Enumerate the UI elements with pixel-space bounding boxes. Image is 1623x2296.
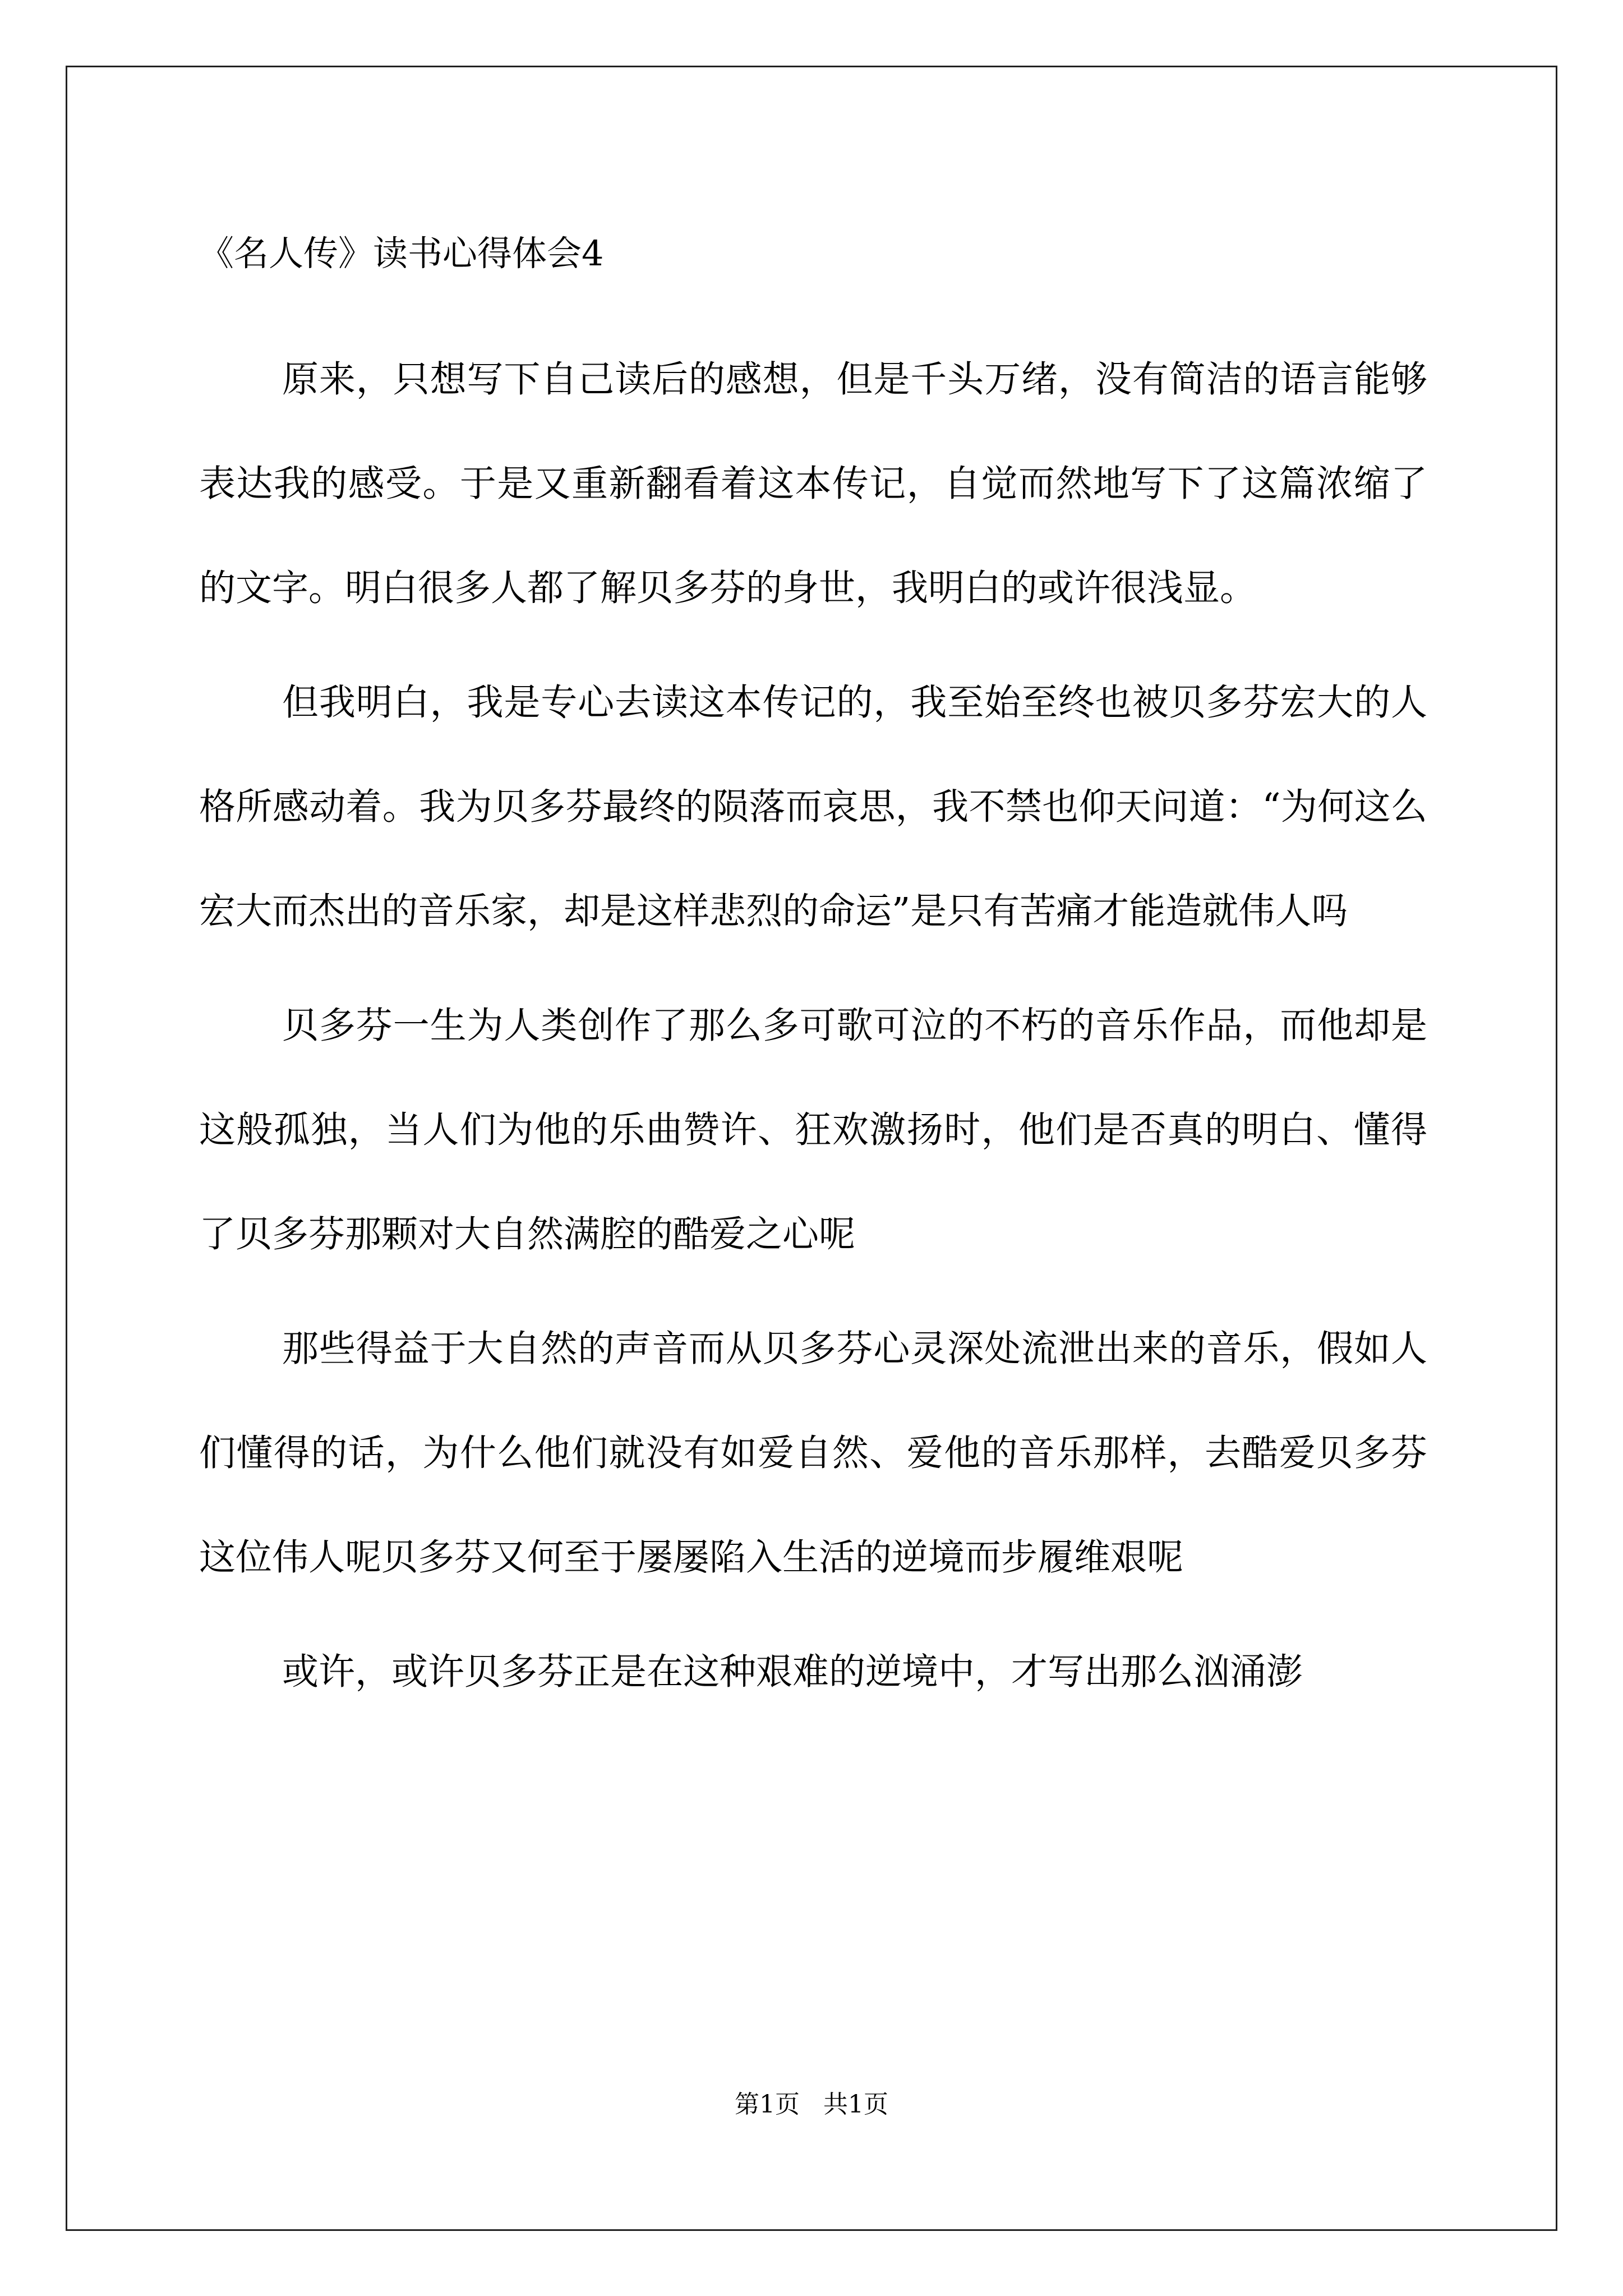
page-footer: 第1页 共1页 <box>735 2090 888 2119</box>
paragraph: 原来，只想写下自己读后的感想，但是千头万绪，没有简洁的语言能够表达我的感受。于是又重新翻看着这本传记，自觉而然地写下了这篇浓缩了的文字。明白很多人都了解贝多芬的身世，我明白的或许很浅显。 <box>199 358 1427 609</box>
paragraph: 但我明白，我是专心去读这本传记的，我至始至终也被贝多芬宏大的人格所感动着。我为贝多芬最终的陨落而哀思，我不禁也仰天问道：“为何这么宏大而杰出的音乐家，却是这样悲烈的命运”是只有苦痛才能造就伟人吗 <box>199 682 1427 932</box>
document-title: 《名人传》读书心得体会4 <box>199 233 604 274</box>
paragraph: 或许，或许贝多芬正是在这种艰难的逆境中，才写出那么汹涌澎 <box>282 1651 1303 1693</box>
paragraph: 贝多芬一生为人类创作了那么多可歌可泣的不朽的音乐作品，而他却是这般孤独，当人们为他的乐曲赞许、狂欢激扬时，他们是否真的明白、懂得了贝多芬那颗对大自然满腔的酷爱之心呢 <box>199 1005 1427 1255</box>
paragraph: 那些得益于大自然的声音而从贝多芬心灵深处流泄出来的音乐，假如人们懂得的话，为什么他们就没有如爱自然、爱他的音乐那样，去酷爱贝多芬这位伟人呢贝多芬又何至于屡屡陷入生活的逆境而步履维艰呢 <box>199 1328 1427 1579</box>
document-body <box>199 220 1427 1734</box>
